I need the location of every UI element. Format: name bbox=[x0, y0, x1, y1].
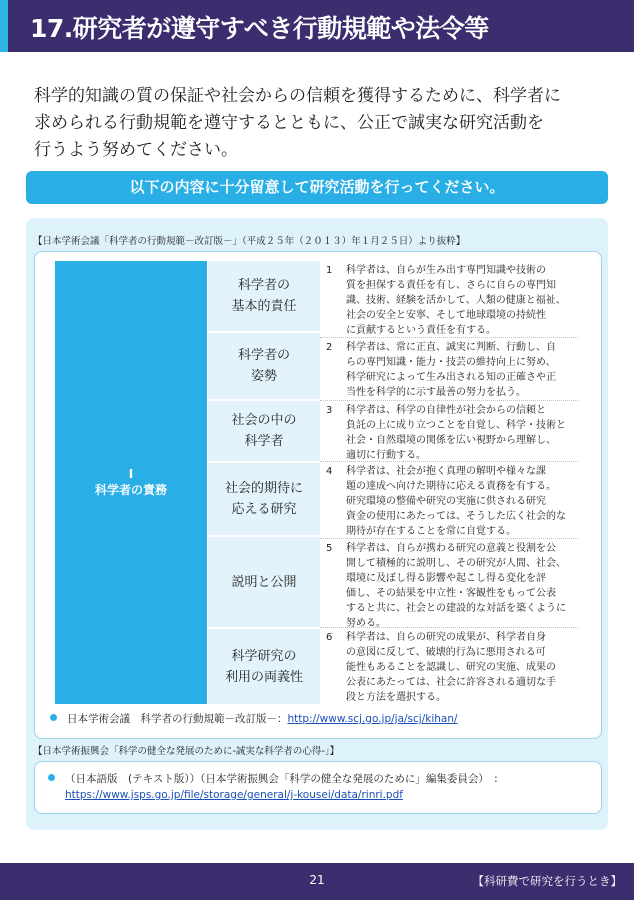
reference-box bbox=[34, 761, 602, 814]
reference-jsps bbox=[48, 771, 498, 786]
category-label: 姿勢 bbox=[250, 369, 277, 384]
bullet-icon bbox=[48, 774, 55, 781]
category-label: 応える研究 bbox=[231, 502, 297, 517]
category-label: 科学研究の bbox=[231, 648, 297, 664]
category-cell bbox=[208, 261, 320, 333]
category-cell bbox=[208, 463, 320, 537]
category-label: 科学者の bbox=[237, 348, 290, 363]
row-description: 科学者は、自らの研究の成果が、科学者自身 の意図に反して、破壊的行為に悪用される可 能性もあることを認識し、研究の実施、成果の 公表にあたっては、社会に許容される適切な手 段と方法を選択する。 bbox=[346, 632, 556, 703]
row-description: 科学者は、自らが生み出す専門知識や技術の 質を担保する責任を有し、さらに自らの専門知 識、技術、経験を活かして、人類の健康と福祉、 社会の安全と安寧、そして地球環境の持続性 に貢献するという責任を有する。 bbox=[346, 265, 566, 336]
row-number: 3 bbox=[326, 405, 333, 416]
table-row bbox=[320, 338, 578, 401]
table-row bbox=[320, 539, 578, 628]
category-label: 社会的期待に bbox=[224, 481, 303, 496]
source-heading-jsps: 【日本学術振興会「科学の健全な発展のために-誠実な科学者の心得-」】 bbox=[33, 746, 340, 757]
category-cell bbox=[208, 629, 320, 704]
category-label: 基本的責任 bbox=[231, 299, 297, 314]
row-number: 2 bbox=[326, 342, 333, 353]
section-number: Ⅰ bbox=[128, 467, 134, 481]
row-description: 科学者は、常に正直、誠実に判断、行動し、自 らの専門知識・能力・技芸の維持向上に努め、 科学研究によって生み出される知の正確さや正 当性を科学的に示す最善の努力を払う。 bbox=[346, 342, 556, 398]
footer-label: 【科研費で研究を行うとき】 bbox=[472, 874, 622, 888]
category-label: 利用の両義性 bbox=[224, 669, 303, 685]
category-label: 科学者の bbox=[237, 278, 290, 293]
source-heading-scj: 【日本学術会議「科学者の行動規範－改訂版－」（平成２５年（２０１３）年１月２５日）より抜粋】 bbox=[33, 236, 466, 247]
row-description: 科学者は、自らが携わる研究の意義と役割を公 開して積極的に説明し、その研究が人間、社会、 環境に及ぼし得る影響や起こし得る変化を評 価し、その結果を中立性・客観性をもって公表 すると共に、社会との建設的な対話を築くように 努める。 bbox=[346, 543, 566, 629]
page-number: 21 bbox=[309, 873, 325, 887]
intro-text bbox=[34, 83, 604, 164]
intro-line: 求められる行動規範を遵守するとともに、公正で誠実な研究活動を bbox=[34, 113, 544, 133]
category-cell bbox=[208, 401, 320, 463]
table-row bbox=[320, 628, 578, 706]
notice-banner: 以下の内容に十分留意して研究活動を行ってください。 bbox=[26, 171, 608, 204]
table-row bbox=[320, 401, 578, 462]
section-title: 科学者の責務 bbox=[94, 483, 167, 497]
category-label: 科学者 bbox=[244, 434, 284, 449]
header-accent-bar bbox=[0, 0, 8, 52]
section-header-cell bbox=[55, 261, 207, 704]
jsps-link-line bbox=[65, 789, 403, 801]
bullet-icon bbox=[50, 714, 57, 721]
row-number: 1 bbox=[326, 265, 333, 276]
reference-label: 日本学術会議 科学者の行動規範－改訂版－： bbox=[67, 713, 288, 725]
table-row bbox=[320, 462, 578, 539]
category-label: 説明と公開 bbox=[231, 574, 297, 590]
page-title: 17.研究者が遵守すべき行動規範や法令等 bbox=[30, 14, 489, 43]
category-cell bbox=[208, 333, 320, 401]
intro-line: 行うよう努めてください。 bbox=[34, 140, 238, 160]
intro-line: 科学的知識の質の保証や社会からの信頼を獲得するために、科学者に bbox=[34, 86, 561, 106]
jsps-link[interactable]: https://www.jsps.go.jp/file/storage/general/j-kousei/data/rinri.pdf bbox=[65, 789, 403, 801]
category-label: 社会の中の bbox=[231, 413, 297, 428]
scj-link[interactable]: http://www.scj.go.jp/ja/scj/kihan/ bbox=[287, 713, 458, 725]
row-number: 6 bbox=[326, 632, 333, 643]
reference-scj bbox=[50, 711, 458, 726]
reference-label: （日本語版 (テキスト版））（日本学術振興会「科学の健全な発展のために」編集委員会） : bbox=[65, 773, 498, 785]
category-cell bbox=[208, 537, 320, 629]
page-header bbox=[0, 0, 634, 52]
row-description: 科学者は、科学の自律性が社会からの信頼と 負託の上に成り立つことを自覚し、科学・技術と 社会・自然環境の関係を広い視野から理解し、 適切に行動する。 bbox=[346, 405, 566, 461]
row-number: 5 bbox=[326, 543, 333, 554]
table-row bbox=[320, 261, 578, 338]
row-description: 科学者は、社会が抱く真理の解明や様々な課 題の達成へ向けた期待に応える責務を有する。 研究環境の整備や研究の実施に供される研究 資金の使用にあたっては、そうした広く社会的な 期待が存在することを常に自覚する。 bbox=[346, 466, 566, 537]
row-number: 4 bbox=[326, 466, 333, 477]
